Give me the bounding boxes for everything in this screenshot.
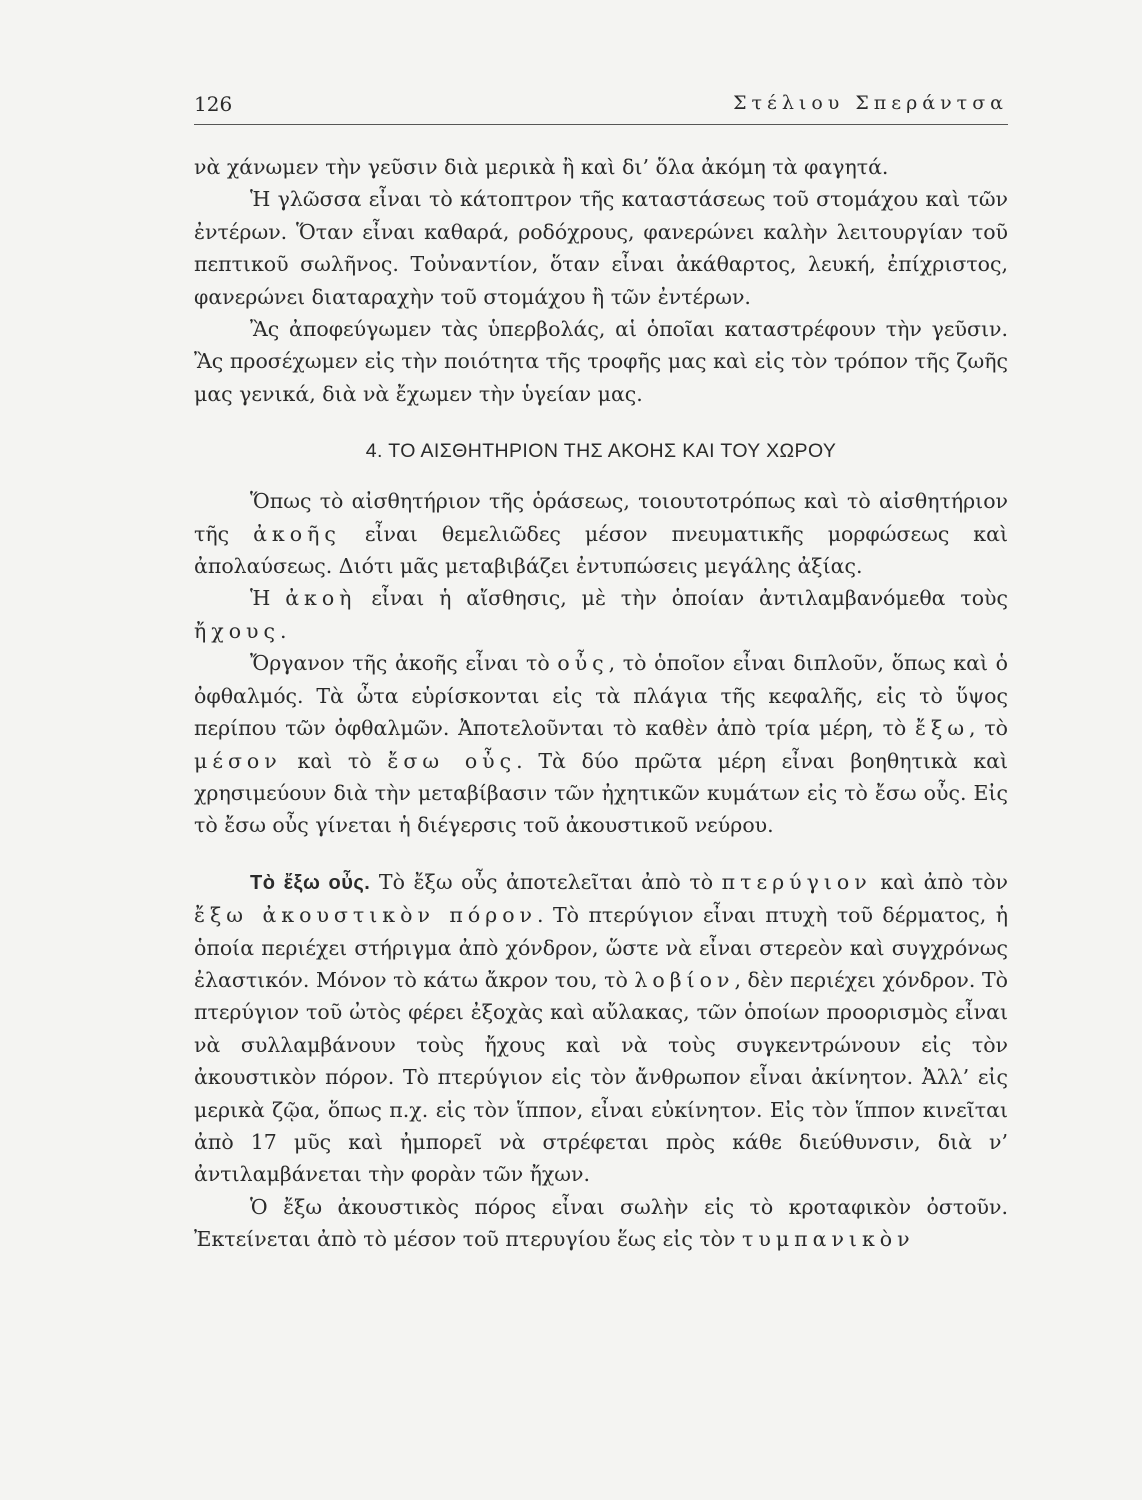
section-heading: 4. ΤΟ ΑΙΣΘΗΤΗΡΙΟΝ ΤΗΣ ΑΚΟΗΣ ΚΑΙ ΤΟΥ ΧΩΡΟΥ [365,440,837,463]
text-segment: , τὸ [969,716,1008,741]
emphasis-ous: οὖς [557,651,609,676]
text-segment: Ὁ ἔξω ἀκουστικὸς πόρος εἶναι σωλὴν εἰς τὸ κροταφικὸν ὀστοῦν. Ἐκτείνεται ἀπὸ τὸ μέσον τοῦ πτερυγίου ἕως εἰς τὸν [194,1194,1008,1252]
text-segment: Τὸ ἔξω οὖς ἀποτελεῖται ἀπὸ τὸ [378,869,714,894]
paragraph-ear-canal [194,1191,1008,1256]
emphasis-eso-ous: ἔσω οὖς [387,748,517,773]
text-segment: Ὄργανον τῆς ἀκοῆς εἶναι τὸ [250,651,550,676]
text-segment: , τὸ ὁποῖον εἶναι διπλοῦν, ὅπως καὶ ὁ ὀφθαλμός. Τὰ ὦτα εὑρίσκονται εἰς τὰ πλάγια τῆς κεφαλῆς, εἰς τὸ ὕψος περίπου τῶν ὀφθαλμῶν. Ἀποτελοῦνται τὸ καθὲν ἀπὸ τρία μέρη, τὸ [194,651,1008,741]
text-segment: . [280,618,287,643]
paragraph-tongue: Ἡ γλῶσσα εἶναι τὸ κάτοπτρον τῆς καταστάσεως τοῦ στομάχου καὶ τῶν ἐντέρων. Ὅταν εἶναι καθαρά, ροδόχρους, φανερώνει καλὴν λειτουργίαν τοῦ πεπτικοῦ σωλῆνος. Τοὐναντίον, ὅταν εἶναι ἀκάθαρτος, λευκή, ἐπίχριστος, φανερώνει διαταραχὴν τοῦ στομάχου ἢ τῶν ἐντέρων. [194,187,1008,309]
emphasis-akoi-2: ἀκοὴ [285,586,357,611]
running-title: Στέλιου Σπεράντσα [733,92,1008,114]
emphasis-exo: ἔξω [915,716,970,741]
paragraph-taste-end: νὰ χάνωμεν τὴν γεῦσιν διὰ μερικὰ ἢ καὶ δι’ ὅλα ἀκόμη τὰ φαγητά. [194,155,889,179]
text-segment: καὶ τὸ [297,748,372,773]
emphasis-meson: μέσον [194,748,282,773]
text-segment: Ἡ [250,586,271,611]
text-segment: . Τὰ δύο πρῶτα μέρη εἶναι βοηθητικὰ καὶ χρησιμεύουν διὰ τὴν μεταβίβασιν τῶν ἠχητικῶν κυμάτων εἰς τὸ ἔσω οὖς. Εἰς τὸ ἔσω οὖς γίνεται ἡ διέγερσις τοῦ ἀκουστικοῦ νεύρου. [194,748,1008,838]
emphasis-pterygion: πτερύγιον [721,869,872,894]
paragraph-hearing-definition [194,582,1008,647]
text-segment: καὶ ἀπὸ τὸν [880,869,1008,894]
subsection-lead: Τὸ ἔξω οὖς. [250,871,371,894]
page-number: 126 [194,92,233,116]
page-header [194,88,1008,125]
text-segment: . Τὸ πτερύγιον εἶναι πτυχὴ τοῦ δέρματος, ἡ ὁποία περιέχει στήριγμα ἀπὸ χόνδρον, ὥστε νὰ εἶναι στερεὸν καὶ συγχρόνως ἐλαστικόν. Μόνον τὸ κάτω ἄκρον του, τὸ [194,903,1008,992]
page-body [194,151,1008,1256]
paragraph-advice: Ἂς ἀποφεύγωμεν τὰς ὑπερβολάς, αἱ ὁποῖαι καταστρέφουν τὴν γεῦσιν. Ἂς προσέχωμεν εἰς τὴν ποιότητα τῆς τροφῆς μας καὶ εἰς τὸν τρόπον τῆς ζωῆς μας γενικά, διὰ νὰ ἔχωμεν τὴν ὑγείαν μας. [194,317,1008,406]
text-segment: εἶναι θεμελιῶδες μέσον πνευματικῆς μορφώσεως καὶ ἀπολαύσεως. Διότι μᾶς μεταβιβάζει ἐντυπώσεις μεγάλης ἀξίας. [194,521,1008,579]
book-page [194,88,1008,1256]
text-segment: εἶναι ἡ αἴσθησις, μὲ τὴν ὁποίαν ἀντιλαμβανόμεθα τοὺς [371,586,1008,611]
text-segment: , δὲν περιέχει χόνδρον. Τὸ πτερύγιον τοῦ ὠτὸς φέρει ἐξοχὰς καὶ αὔλακας, τῶν ὁποίων προορισμὸς εἶναι νὰ συλλαμβάνουν τοὺς ἤχους καὶ νὰ τοὺς συγκεντρώνουν εἰς τὸν ἀκουστικὸν πόρον. Τὸ πτερύγιον εἰς τὸν ἄνθρωπον εἶναι ἀκίνητον. Ἀλλ’ εἰς μερικὰ ζῷα, ὅπως π.χ. εἰς τὸν ἵππον, εἶναι εὐκίνητον. Εἰς τὸν ἵππον κινεῖται ἀπὸ 17 μῦς καὶ ἠμπορεῖ νὰ στρέφεται πρὸς κάθε διεύθυνσιν, διὰ ν’ ἀντιλαμβάνεται τὴν φορὰν τῶν ἤχων. [194,967,1008,1187]
emphasis-ichous: ἤχους [194,618,280,643]
emphasis-tympanikon: τυμπανικὸν [742,1227,915,1252]
text-segment: Ὅπως τὸ αἰσθητήριον τῆς ὁράσεως, τοιουτοτρόπως καὶ τὸ αἰσθητήριον τῆς [194,489,1008,546]
emphasis-akoi: ἀκοῆς [253,521,341,546]
emphasis-poros: ἔξω ἀκουστικὸν πόρον [194,903,538,928]
paragraph-outer-ear [194,866,1008,1191]
paragraph-hearing-intro [194,485,1008,582]
emphasis-lovion: λοβίον [634,967,735,992]
paragraph-ear-organ [194,647,1008,841]
